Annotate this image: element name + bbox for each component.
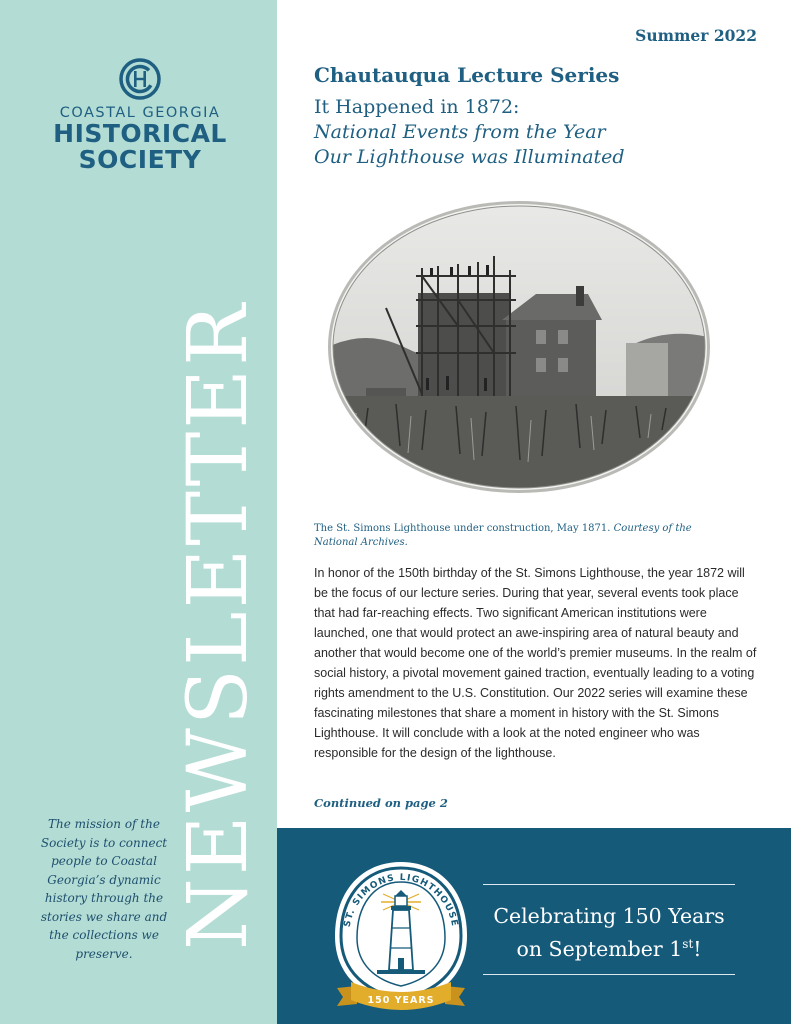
celebration-line-2 bbox=[475, 930, 743, 963]
lighthouse-construction-photo bbox=[326, 198, 712, 496]
anniversary-banner bbox=[277, 828, 791, 1024]
series-title: Chautauqua Lecture Series bbox=[314, 63, 620, 87]
headline-sub-line-1: National Events from the Year bbox=[314, 121, 606, 143]
article-body: In honor of the 150th birthday of the St. Simons Lighthouse, the year 1872 will be the focus of our lecture series. During that year, several events took place that had far-reaching effects. Two significant American institutions were launched, one that would protect an awe-inspiring area of natural beauty and another that would become one of the world’s premier museums. In the realm of social history, a pivotal movement gained traction, eventually leading to a voting rights amendment to the U.S. Constitution. Our 2022 series will examine these fascinating milestones that share a moment in history with the St. Simons Lighthouse. It will conclude with a look at the noted engineer who was responsible for the design of the lighthouse. bbox=[314, 566, 757, 760]
celebration-exclaim: ! bbox=[693, 936, 702, 961]
celebration-ordinal: st bbox=[682, 937, 694, 951]
banner-rule-bottom bbox=[483, 974, 735, 975]
celebration-text bbox=[475, 902, 743, 963]
ch-monogram-icon bbox=[118, 57, 162, 101]
newsletter-vertical-title: NEWSLETTER bbox=[171, 301, 266, 950]
article-headline bbox=[314, 95, 625, 170]
caption-text: The St. Simons Lighthouse under construction, May 1871. bbox=[314, 523, 611, 534]
headline-main: It Happened in 1872: bbox=[314, 96, 520, 118]
caption-credit: Courtesy of the National Archives. bbox=[314, 523, 692, 548]
banner-rule-top bbox=[483, 884, 735, 885]
mission-statement: The mission of the Society is to connect people to Coastal Georgia’s dynamic history through the stories we share and the collections we preserve. bbox=[40, 817, 168, 961]
photo-caption bbox=[314, 522, 734, 549]
headline-sub-line-2: Our Lighthouse was Illuminated bbox=[314, 146, 625, 168]
logo-line-society: SOCIETY bbox=[78, 145, 202, 174]
badge-arc-text: ST. SIMONS LIGHTHOUSE bbox=[342, 872, 460, 928]
sidebar bbox=[0, 0, 277, 1024]
celebration-date: on September 1 bbox=[516, 936, 683, 961]
celebration-line-1: Celebrating 150 Years bbox=[493, 904, 725, 928]
continued-link[interactable]: Continued on page 2 bbox=[314, 796, 448, 810]
logo-line-coastal-georgia: COASTAL GEORGIA bbox=[59, 105, 221, 121]
society-logo bbox=[44, 57, 236, 173]
lighthouse-150-badge bbox=[327, 858, 475, 1018]
issue-date: Summer 2022 bbox=[635, 26, 757, 45]
logo-line-historical: HISTORICAL bbox=[53, 119, 227, 148]
badge-ribbon-text: 150 YEARS bbox=[367, 995, 435, 1006]
